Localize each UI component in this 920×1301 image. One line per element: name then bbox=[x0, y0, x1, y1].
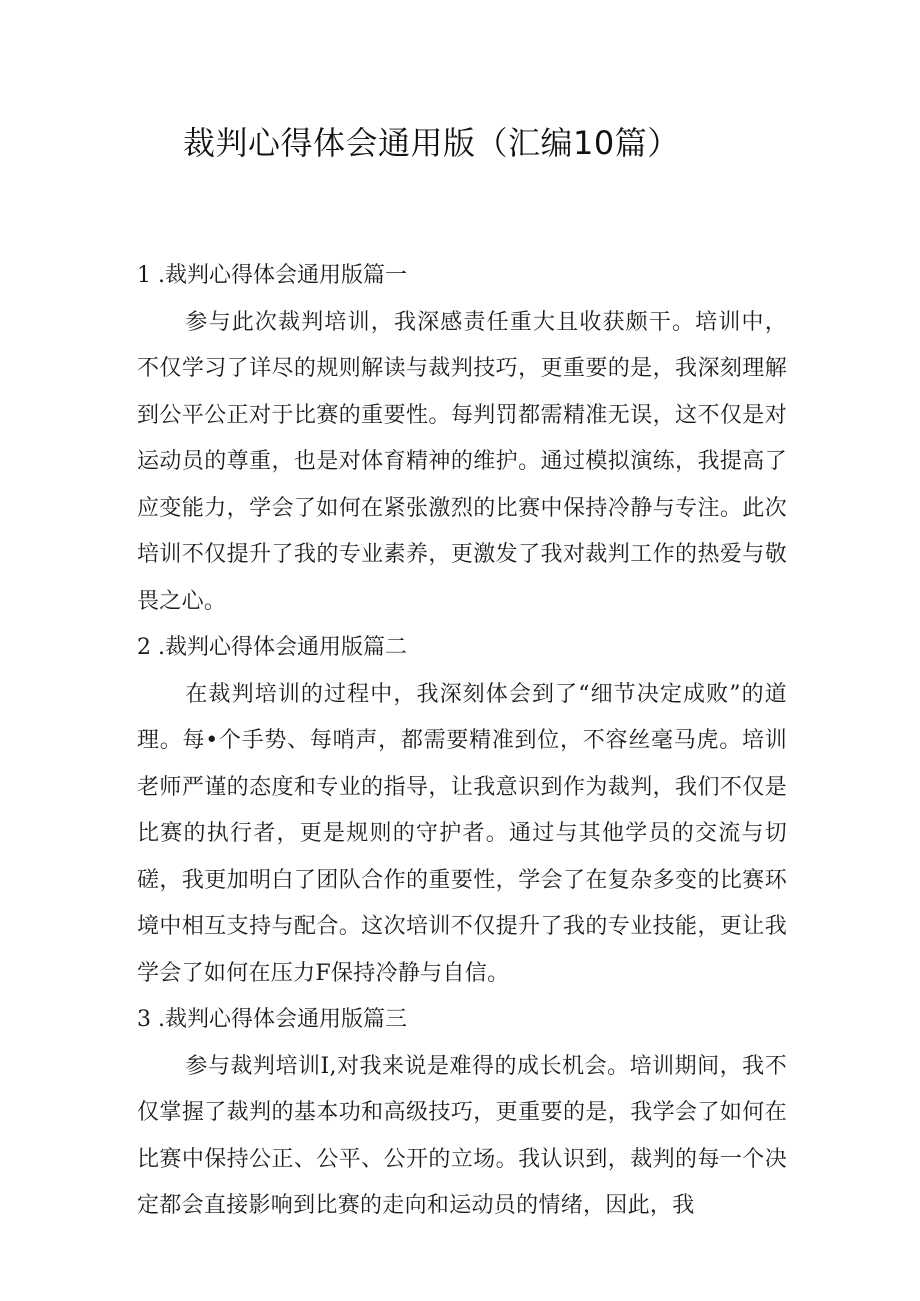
document-body bbox=[137, 253, 787, 1230]
section-heading: 2 .裁判心得体会通用版篇二 bbox=[137, 635, 407, 660]
section-heading: 1 .裁判心得体会通用版篇一 bbox=[137, 263, 407, 288]
section-paragraph: 在裁判培训的过程中，我深刻体会到了“细节决定成败”的道理。每•个手势、每哨声，都需要精准到位，不容丝毫马虎。培训老师严谨的态度和专业的指导，让我意识到作为裁判，我们不仅是比赛的执行者，更是规则的守护者。通过与其他学员的交流与切磋，我更加明白了团队合作的重要性，学会了在复杂多变的比赛环境中相互支持与配合。这次培训不仅提升了我的专业技能，更让我学会了如何在压力F保持冷静与自信。 bbox=[137, 681, 787, 986]
section-1 bbox=[137, 253, 787, 625]
section-paragraph: 参与裁判培训I,对我来说是难得的成长机会。培训期间，我不仅掌握了裁判的基本功和高级技巧，更重要的是，我学会了如何在比赛中保持公正、公平、公开的立场。我认识到，裁判的每一个决定都会直接影响到比赛的走向和运动员的情绪，因此，我 bbox=[137, 1053, 787, 1218]
document-title: 裁判心得体会通用版（汇编10篇） bbox=[183, 124, 680, 162]
section-2 bbox=[137, 625, 787, 997]
section-heading: 3 .裁判心得体会通用版篇三 bbox=[137, 1007, 407, 1032]
section-3 bbox=[137, 997, 787, 1230]
section-paragraph: 参与此次裁判培训，我深感责任重大且收获颇干。培训中，不仅学习了详尽的规则解读与裁判技巧，更重要的是，我深刻理解到公平公正对于比赛的重要性。每判罚都需精准无误，这不仅是对运动员的尊重，也是对体育精神的维护。通过模拟演练，我提高了应变能力，学会了如何在紧张激烈的比赛中保持冷静与专注。此次培训不仅提升了我的专业素养，更激发了我对裁判工作的热爱与敬畏之心。 bbox=[137, 309, 787, 614]
